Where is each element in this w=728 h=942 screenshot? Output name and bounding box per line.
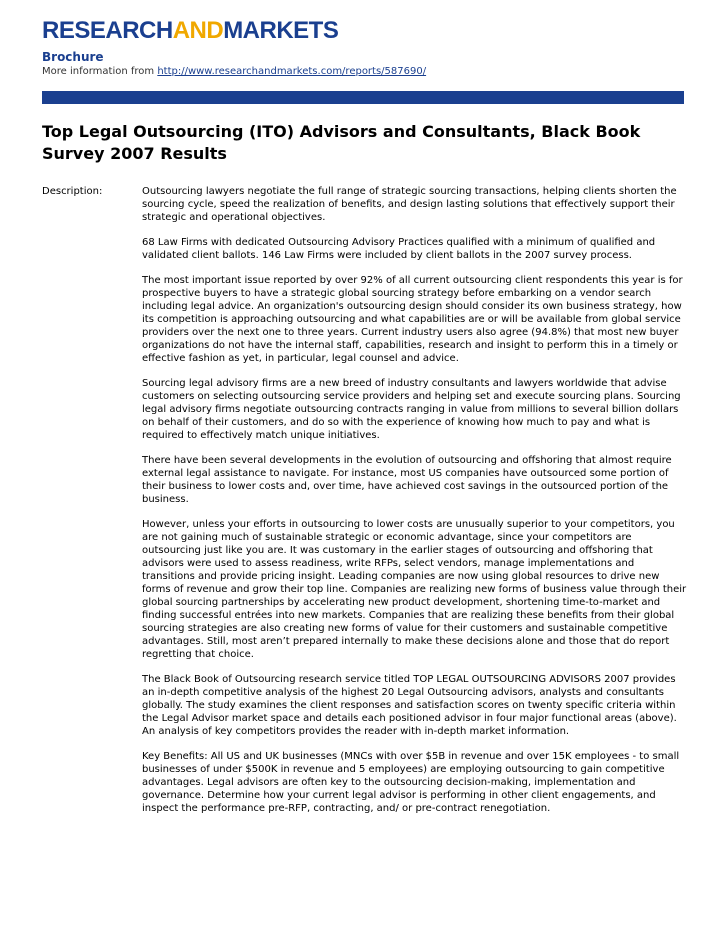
header-divider-bar [42, 91, 684, 104]
more-info-line [42, 65, 426, 79]
report-url-link[interactable]: http://www.researchandmarkets.com/reports/587690/ [157, 66, 427, 77]
description-paragraph: There have been several developments in the evolution of outsourcing and offshoring that almost require external legal assistance to navigate. For instance, most US companies have outsourced some portion of their business to lower costs and, over time, have achieved cost savings in the outsourced portion of the business. [142, 455, 672, 505]
more-info-prefix: More information from [42, 66, 158, 77]
logo-markets-text: MARKETS [223, 17, 339, 44]
brochure-label: Brochure [42, 50, 104, 64]
logo-research-text: RESEARCH [42, 17, 173, 44]
researchandmarkets-logo [42, 14, 338, 48]
description-paragraph: 68 Law Firms with dedicated Outsourcing Advisory Practices qualified with a minimum of qualified and validated client ballots. 146 Law Firms were included by client ballots in the 2007 survey process. [142, 237, 656, 261]
description-label: Description: [42, 186, 103, 197]
description-paragraph: Outsourcing lawyers negotiate the full range of strategic sourcing transactions, helping clients shorten the sourcing cycle, speed the realization of benefits, and design lasting solutions that effectively support their strategic and operational objectives. [142, 186, 677, 223]
logo-and-text: AND [172, 17, 224, 44]
description-paragraph: Sourcing legal advisory firms are a new breed of industry consultants and lawyers worldwide that advise customers on selecting outsourcing service providers and helping set and execute sourcing plans. Sourcing legal advisory firms negotiate outsourcing contracts ranging in value from millions to several billion dollars on behalf of their customers, and do so with the experience of knowing how much to pay and what is required to effectively match unique initiatives. [142, 378, 681, 441]
description-paragraph: The Black Book of Outsourcing research service titled TOP LEGAL OUTSOURCING ADVISORS 2007 provides an in-depth competitive analysis of the highest 20 Legal Outsourcing advisors, analysts and consultants globally. The study examines the client responses and satisfaction scores on twenty specific criteria within the Legal Advisor market space and details each positioned advisor in four major functional areas (above). An analysis of key competitors provides the reader with in-depth market information. [142, 674, 677, 737]
description-body [142, 185, 688, 827]
description-paragraph: The most important issue reported by over 92% of all current outsourcing client respondents this year is for prospective buyers to have a strategic global sourcing strategy before embarking on a vendor search including legal advice. An organization's outsourcing design should consider its own business strategy, how its competition is approaching outsourcing and what capabilities are or will be available from global service providers over the next one to three years. Current industry users also agree (94.8%) that most new buyer organizations do not have the internal staff, capabilities, research and insight to perform this in a timely or effective fashion as yet, in particular, legal counsel and advice. [142, 275, 683, 364]
description-paragraph: Key Benefits: All US and UK businesses (MNCs with over $5B in revenue and over 15K employees - to small businesses of under $500K in revenue and 5 employees) are employing outsourcing to gain competitive advantages. Legal advisors are often key to the outsourcing decision-making, implementation and governance. Determine how your current legal advisor is performing in other client engagements, and inspect the performance pre-RFP, contracting, and/ or pre-contract renegotiation. [142, 751, 680, 814]
description-paragraph: However, unless your efforts in outsourcing to lower costs are unusually superior to your competitors, you are not gaining much of sustainable strategic or economic advantage, since your competitors are outsourcing just like you are. It was customary in the earlier stages of outsourcing and offshoring that advisors were used to assess readiness, write RFPs, select vendors, manage implementations and transitions and provide pricing insight. Leading companies are now using global resources to drive new forms of revenue and grow their top line. Companies are realizing new forms of business value through their global sourcing partnerships by accelerating new product development, shortening time-to-market and finding successful entrées into new markets. Companies that are realizing these benefits from their global sourcing strategies are also creating new forms of value for their customers and sustainable competitive advantages. Still, most aren’t prepared internally to make these decisions alone and those that do report regretting that choice. [142, 519, 687, 660]
document-title: Top Legal Outsourcing (ITO) Advisors and Consultants, Black Book Survey 2007 Results [42, 122, 641, 163]
